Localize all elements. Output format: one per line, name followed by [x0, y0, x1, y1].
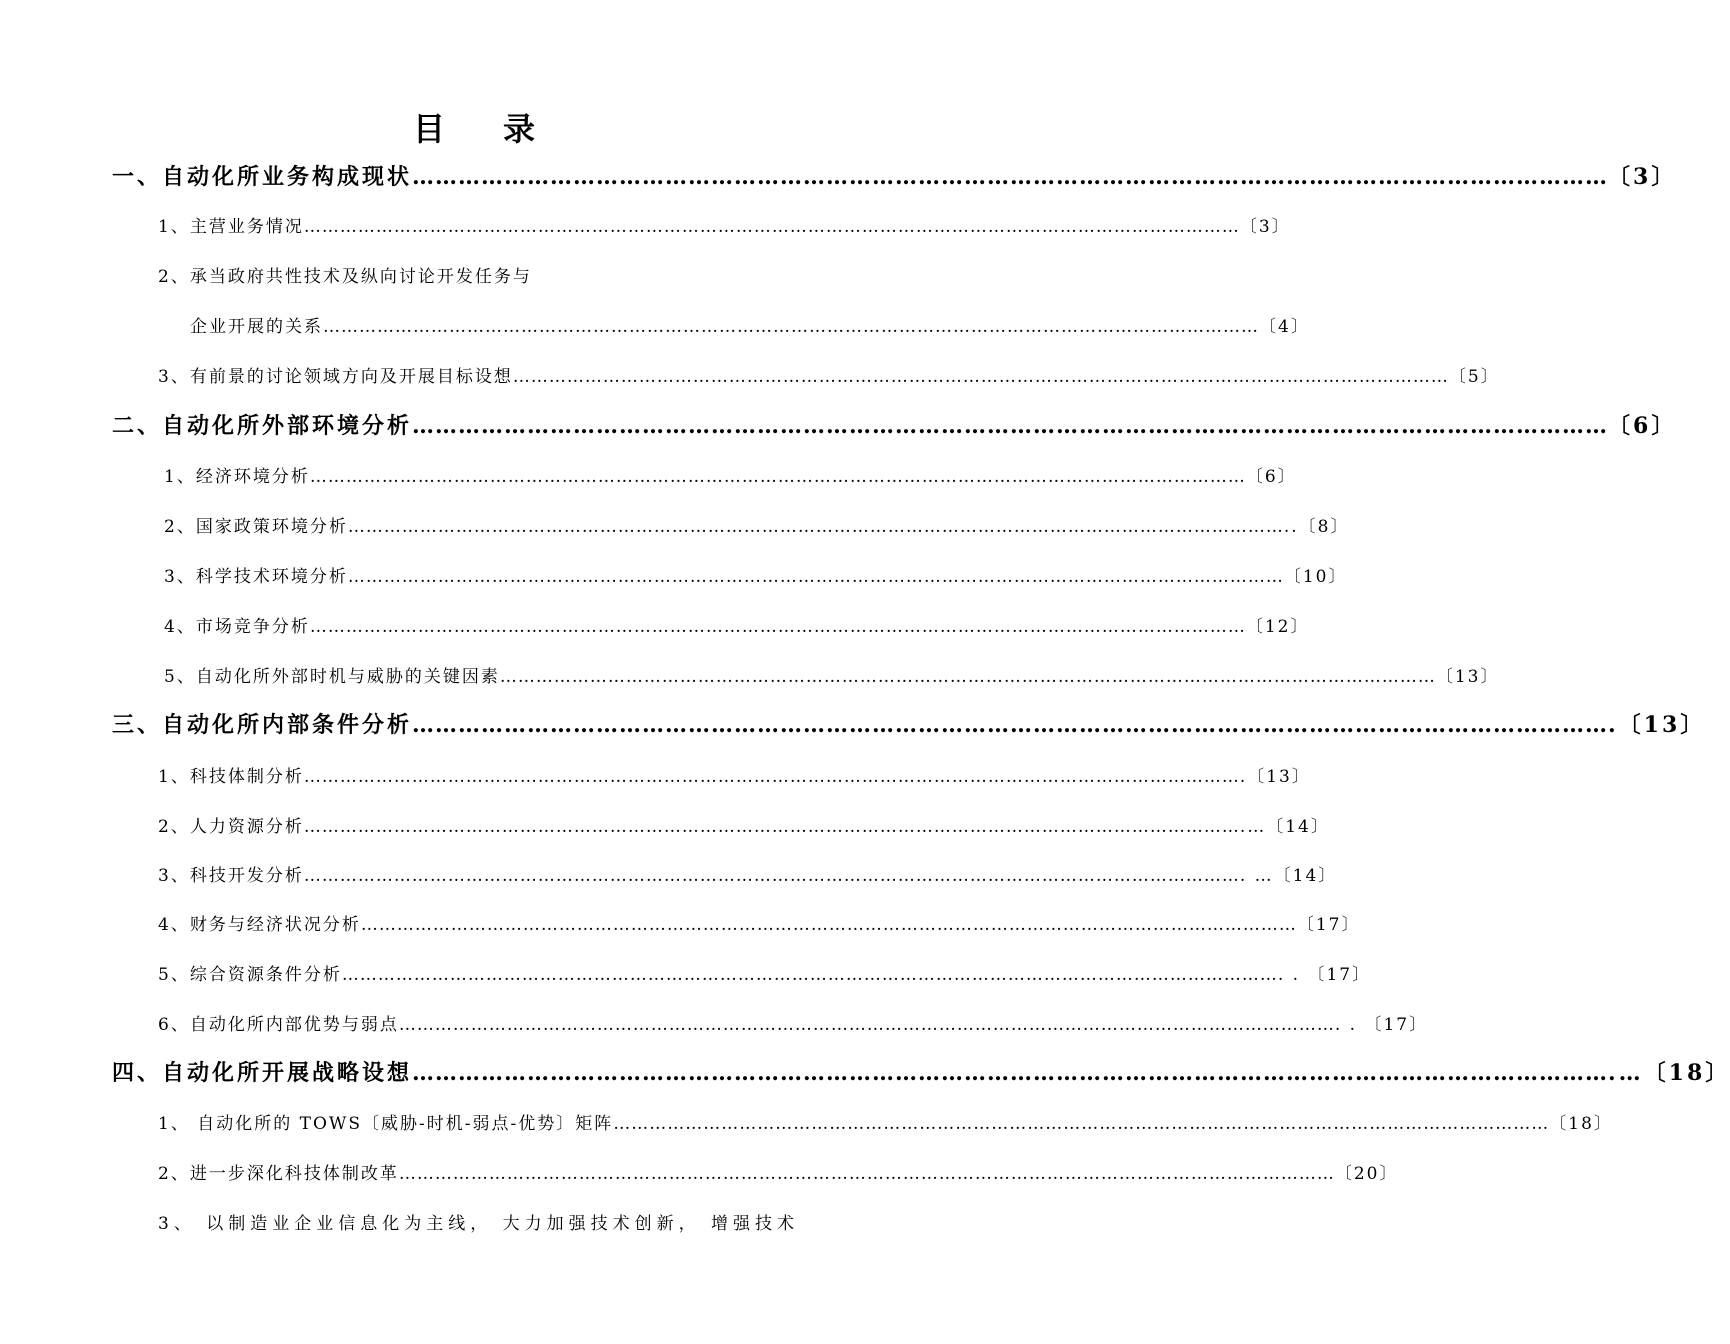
toc-leader-dots: ………………………………………………………………………………………………………………………………………… [309, 617, 1246, 637]
toc-item-1-3[interactable] [158, 362, 1500, 388]
toc-leader-dots: ………………………………………………………………………………………………………………………………………… [398, 1015, 1335, 1035]
toc-item-4-1[interactable] [158, 1109, 1613, 1135]
toc-page-number: 〔6〕 [1608, 413, 1677, 439]
toc-item-3-5[interactable] [158, 960, 1372, 986]
toc-item-3-1[interactable] [158, 762, 1311, 788]
toc-item-3-4[interactable] [158, 910, 1361, 936]
toc-item-label: 3、有前景的讨论领域方向及开展目标设想 [158, 367, 513, 387]
toc-page-number: 〔10〕 [1283, 567, 1348, 587]
toc-page-number: ..〔8〕 [1283, 517, 1350, 537]
toc-item-3-6[interactable] [158, 1010, 1429, 1036]
toc-item-2-1[interactable] [164, 462, 1297, 488]
page-title [0, 104, 950, 150]
toc-item-3-3[interactable] [158, 861, 1338, 887]
toc-item-label: 1、科技体制分析 [158, 767, 304, 787]
toc-leader-dots: ………………………………………………………………………………………………………………………………………… [412, 1060, 1609, 1086]
toc-item-4-2[interactable] [158, 1159, 1399, 1185]
toc-item-label: 2、进一步深化科技体制改革 [158, 1164, 399, 1184]
toc-item-label: 6、自动化所内部优势与弱点 [158, 1015, 399, 1035]
toc-leader-dots: ………………………………………………………………………………………………………………………………………… [303, 866, 1240, 886]
toc-section-1[interactable] [112, 160, 1677, 190]
toc-section-label: 四、自动化所开展战略设想 [112, 1060, 413, 1086]
toc-item-1-1[interactable] [158, 212, 1291, 238]
toc-leader-dots: ………………………………………………………………………………………………………………………………………… [309, 467, 1246, 487]
toc-leader-dots: ………………………………………………………………………………………………………………………………………… [398, 1164, 1335, 1184]
toc-leader-dots: ………………………………………………………………………………………………………………………………………… [613, 1114, 1550, 1134]
toc-item-label: 2、国家政策环境分析 [164, 517, 348, 537]
toc-item-2-5[interactable] [164, 662, 1500, 688]
toc-leader-dots: ………………………………………………………………………………………………………………………………………… [412, 164, 1609, 190]
toc-page-number: .…〔18〕 [1608, 1060, 1730, 1086]
toc-page-number: 〔5〕 [1448, 367, 1500, 387]
toc-section-2[interactable] [112, 409, 1677, 439]
toc-item-label: 2、人力资源分析 [158, 817, 304, 837]
toc-item-label: 3、科技开发分析 [158, 866, 304, 886]
toc-section-label: 二、自动化所外部环境分析 [112, 413, 413, 439]
toc-page-number: 〔13〕 [1435, 667, 1500, 687]
toc-leader-dots: ………………………………………………………………………………………………………………………………………… [412, 413, 1609, 439]
toc-item-label: 企业开展的关系 [190, 317, 323, 337]
toc-leader-dots: ………………………………………………………………………………………………………………………………………… [303, 817, 1240, 837]
toc-leader-dots: ………………………………………………………………………………………………………………………………………… [412, 712, 1609, 738]
title-char-2: 录 [503, 110, 538, 148]
toc-item-3-2[interactable] [158, 812, 1330, 838]
toc-item-2-2[interactable] [164, 512, 1350, 538]
toc-item-4-3-line1[interactable]: 3、 以制造业企业信息化为主线， 大力加强技术创新， 增强技术 [158, 1214, 800, 1234]
toc-item-label: 4、市场竞争分析 [164, 617, 310, 637]
toc-page-number: 〔4〕 [1259, 317, 1310, 337]
toc-section-3[interactable] [112, 708, 1706, 738]
toc-leader-dots: ………………………………………………………………………………………………………………………………………… [323, 317, 1259, 337]
toc-leader-dots: ………………………………………………………………………………………………………………………………………… [347, 517, 1284, 537]
toc-item-label: 1、主营业务情况 [158, 217, 304, 237]
toc-page-number: . …〔14〕 [1239, 866, 1338, 886]
toc-item-label: 1、 自动化所的 TOWS〔威胁-时机-弱点-优势〕矩阵 [158, 1114, 614, 1134]
toc-item-label: 4、财务与经济状况分析 [158, 915, 361, 935]
toc-leader-dots: ………………………………………………………………………………………………………………………………………… [512, 367, 1449, 387]
toc-leader-dots: ………………………………………………………………………………………………………………………………………… [499, 667, 1436, 687]
toc-page-number: 〔18〕 [1549, 1114, 1613, 1134]
toc-item-1-2[interactable] [190, 312, 1310, 338]
toc-page-number: 〔20〕 [1334, 1164, 1399, 1184]
toc-leader-dots: ………………………………………………………………………………………………………………………………………… [303, 217, 1240, 237]
toc-leader-dots: ………………………………………………………………………………………………………………………………………… [341, 965, 1278, 985]
title-char-1: 目 [412, 110, 447, 148]
toc-page-number: .…〔14〕 [1239, 817, 1330, 837]
toc-item-label: 5、自动化所外部时机与威胁的关键因素 [164, 667, 500, 687]
toc-page-number: 〔3〕 [1239, 217, 1291, 237]
toc-page-number: . . 〔17〕 [1334, 1015, 1429, 1035]
toc-page-number: .〔13〕 [1608, 712, 1706, 738]
toc-page-number: 〔17〕 [1296, 915, 1361, 935]
toc-page-number: 〔3〕 [1608, 164, 1677, 190]
toc-page-number: 〔12〕 [1245, 617, 1310, 637]
toc-leader-dots: ………………………………………………………………………………………………………………………………………… [347, 567, 1284, 587]
toc-section-4[interactable] [112, 1056, 1730, 1086]
toc-leader-dots: ………………………………………………………………………………………………………………………………………… [303, 767, 1240, 787]
toc-leader-dots: ………………………………………………………………………………………………………………………………………… [360, 915, 1297, 935]
toc-item-2-4[interactable] [164, 612, 1310, 638]
toc-item-label: 3、科学技术环境分析 [164, 567, 348, 587]
toc-item-label: 1、经济环境分析 [164, 467, 310, 487]
toc-section-label: 一、自动化所业务构成现状 [112, 164, 413, 190]
toc-item-2-3[interactable] [164, 562, 1348, 588]
toc-section-label: 三、自动化所内部条件分析 [112, 712, 413, 738]
toc-item-1-2-line1[interactable]: 2、承当政府共性技术及纵向讨论开发任务与 [158, 267, 532, 287]
toc-item-label: 5、综合资源条件分析 [158, 965, 342, 985]
toc-page-number: .〔13〕 [1239, 767, 1311, 787]
toc-page-number: . . 〔17〕 [1277, 965, 1372, 985]
toc-page-number: 〔6〕 [1245, 467, 1297, 487]
